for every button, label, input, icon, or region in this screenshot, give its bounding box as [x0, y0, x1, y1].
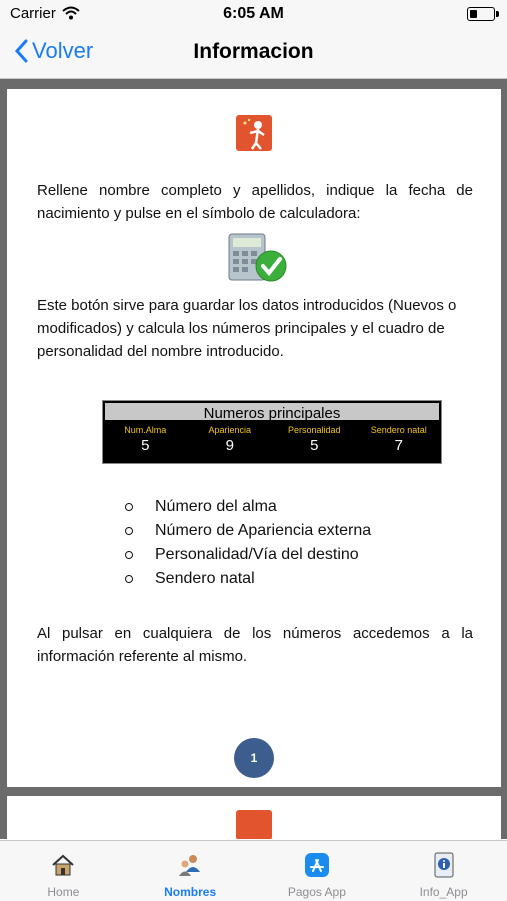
info-icon: [431, 852, 457, 878]
column-label: Apariencia: [208, 425, 252, 435]
column-label: Num.Alma: [124, 425, 167, 435]
info-paragraph: Al pulsar en cualquiera de los números accedemos a la información referente al mismo.: [37, 625, 473, 665]
list-item-text: Número de Apariencia externa: [155, 522, 372, 539]
tab-info-app[interactable]: [380, 841, 507, 901]
column-value: 5: [141, 437, 150, 454]
column-value: 5: [310, 437, 319, 454]
appstore-icon: [304, 852, 330, 878]
status-bar: [0, 0, 507, 28]
home-icon: [50, 852, 76, 878]
people-icon: [177, 852, 203, 878]
list-item: [125, 567, 371, 591]
bullet-icon: [125, 575, 133, 583]
column-value: 9: [225, 437, 234, 454]
bullet-icon: [125, 551, 133, 559]
tab-label: Home: [47, 885, 80, 899]
column-label: Sendero natal: [370, 425, 427, 435]
tab-home[interactable]: [0, 841, 127, 901]
page-number-badge: 1: [234, 738, 274, 778]
list-item-text: Personalidad/Vía del destino: [155, 546, 359, 563]
button-description-paragraph: Este botón sirve para guardar los datos introducidos (Nuevos o modificados) y calcula los números principales y el cuadro de personalidad del nombre introducido.: [37, 297, 457, 360]
tab-pagos-app[interactable]: [254, 841, 381, 901]
tab-label: Pagos App: [287, 885, 346, 899]
list-item: [125, 495, 371, 519]
column-value: 7: [394, 437, 403, 454]
document-page-1: [7, 89, 501, 787]
app-logo-icon: [236, 810, 272, 839]
clock: 6:05 AM: [223, 5, 284, 22]
column-apariencia[interactable]: [188, 422, 273, 454]
list-item: [125, 519, 371, 543]
tab-label: Nombres: [164, 885, 217, 899]
instructions-paragraph: Rellene nombre completo y apellidos, indique la fecha de nacimiento y pulse en el símbolo de calculadora:: [37, 182, 473, 222]
tab-label: Info_App: [419, 885, 468, 899]
bullet-icon: [125, 527, 133, 535]
list-item: [125, 543, 371, 567]
column-sendero-natal[interactable]: [357, 422, 442, 454]
column-personalidad[interactable]: [272, 422, 357, 454]
tab-nombres[interactable]: [127, 841, 254, 901]
numbers-list: [125, 495, 371, 591]
document-page-2: [7, 796, 501, 839]
page-title: Informacion: [193, 40, 314, 63]
list-item-text: Número del alma: [155, 498, 277, 515]
navigation-bar: [0, 28, 507, 79]
app-logo-icon: [236, 115, 272, 151]
column-label: Personalidad: [287, 425, 341, 435]
table-header: Numeros principales: [103, 401, 441, 422]
bullet-icon: [125, 503, 133, 511]
battery-icon: [467, 7, 495, 21]
tab-bar: [0, 840, 507, 901]
document-viewer[interactable]: [0, 79, 507, 839]
back-label: Volver: [32, 38, 94, 63]
numeros-principales-table: [102, 400, 442, 464]
carrier-label: Carrier: [10, 5, 56, 22]
list-item-text: Sendero natal: [155, 570, 255, 587]
column-num-alma[interactable]: [103, 422, 188, 454]
calculator-check-icon: [227, 232, 289, 284]
